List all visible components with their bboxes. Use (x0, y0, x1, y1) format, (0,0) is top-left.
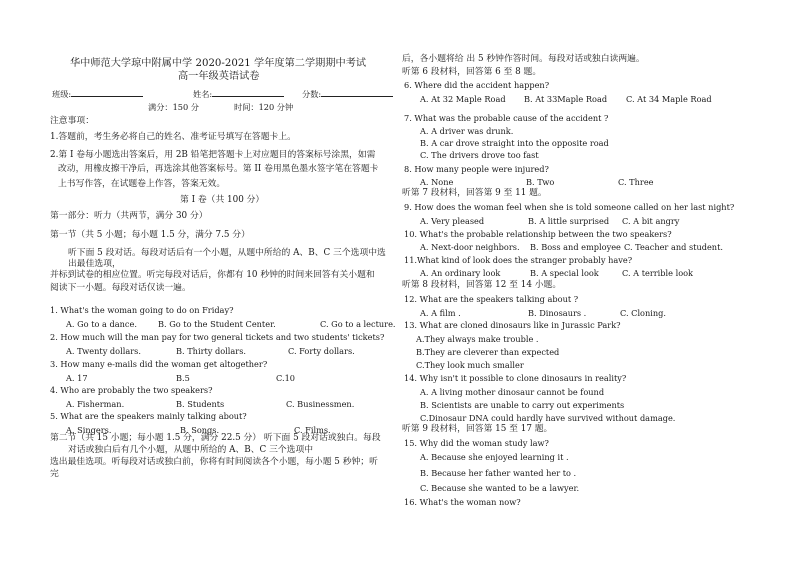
option-c[interactable]: C. Go to a lecture. (320, 319, 396, 329)
class-label: 班级: (52, 89, 72, 99)
option-b[interactable]: B.5 (176, 373, 190, 383)
option-a[interactable]: A. At 32 Maple Road (420, 94, 506, 104)
section-two-line2: 对话或独白后有几个小题，从题中所给的 A、B、C 三个选项中 (68, 445, 314, 455)
question-6: 6. Where did the accident happen? (404, 80, 550, 90)
option-c[interactable]: C. Three (618, 177, 654, 187)
question-7: 7. What was the probable cause of the accident ? (404, 113, 609, 123)
material-8-heading: 听第 8 段材料，回答第 12 至 14 小题。 (402, 280, 562, 290)
question-3: 3. How many e-mails did the woman get altogether? (50, 359, 268, 369)
option-b[interactable]: B. Students (176, 399, 225, 409)
option-b[interactable]: B. Two (526, 177, 555, 187)
section-two-line4: 完 (50, 469, 59, 479)
question-14: 14. Why isn't it possible to clone dinosaurs in reality? (404, 373, 627, 383)
option-a[interactable]: A. Twenty dollars. (66, 346, 141, 356)
material-7-heading: 听第 7 段材料，回答第 9 至 11 题。 (402, 188, 547, 198)
note-2-line2: 改动，用橡皮擦干净后，再选涂其他答案标号。第 II 卷用黑色墨水签字笔在答题卡 (58, 164, 379, 174)
question-4: 4. Who are probably the two speakers? (50, 385, 213, 395)
instruction-line4: 阅读下一小题。每段对话仅读一遍。 (50, 283, 191, 293)
question-10: 10. What's the probable relationship between the two speakers? (404, 229, 672, 239)
exam-time: 时间：120 分钟 (234, 102, 294, 112)
class-blank (71, 88, 143, 97)
section-one-heading: 第一节（共 5 小题；每小题 1.5 分，满分 7.5 分） (50, 230, 250, 240)
option-b[interactable]: B. Songs. (180, 425, 220, 435)
option-a[interactable]: A. Very pleased (420, 216, 485, 226)
option-a[interactable]: A. Because she enjoyed learning it . (420, 452, 569, 462)
instruction-line3: 并标到试卷的相应位置。听完每段对话后，你都有 10 秒钟的时间来回答有关小题和 (50, 270, 375, 280)
option-a[interactable]: A. 17 (66, 373, 88, 383)
option-a[interactable]: A. An ordinary look (420, 268, 501, 278)
question-2: 2. How much will the man pay for two general tickets and two students' tickets? (50, 332, 385, 342)
option-c[interactable]: C. A bit angry (622, 216, 680, 226)
option-c[interactable]: C. The drivers drove too fast (420, 150, 539, 160)
question-1: 1. What's the woman going to do on Friday? (50, 305, 234, 315)
question-9: 9. How does the woman feel when she is told someone called on her last night? (404, 202, 735, 212)
option-b[interactable]: B. Scientists are unable to carry out experiments (420, 400, 625, 410)
option-c[interactable]: C. Cloning. (620, 308, 666, 318)
question-13: 13. What are cloned dinosaurs like in Jurassic Park? (404, 320, 621, 330)
section-two-line1: 第二节（共 15 小题；每小题 1.5 分，满分 22.5 分） 听下面 5 段对话或独白。每段 (50, 433, 381, 443)
full-score: 满分：150 分 (148, 102, 199, 112)
question-12: 12. What are the speakers talking about ? (404, 294, 579, 304)
note-2-line1: 2.第 I 卷每小题选出答案后，用 2B 铅笔把答题卡上对应题目的答案标号涂黑，如需 (50, 150, 376, 160)
option-b[interactable]: B. At 33Maple Road (524, 94, 608, 104)
name-blank (212, 88, 284, 97)
option-b[interactable]: B. A car drove straight into the opposite road (420, 138, 609, 148)
option-c[interactable]: C. Businessmen. (286, 399, 355, 409)
option-c[interactable]: C. Films. (294, 425, 331, 435)
option-b[interactable]: B.They are cleverer than expected (416, 347, 560, 357)
option-c[interactable]: C.Dinosaur DNA could hardly have survived without damage. (420, 413, 676, 423)
option-a[interactable]: A. A driver was drunk. (420, 126, 514, 136)
option-c[interactable]: C. At 34 Maple Road (626, 94, 712, 104)
option-b[interactable]: B. Dinosaurs . (528, 308, 587, 318)
option-c[interactable]: C. Teacher and student. (624, 242, 723, 252)
option-a[interactable]: A. A living mother dinosaur cannot be found (420, 387, 605, 397)
score-blank (321, 88, 393, 97)
question-5: 5. What are the speakers mainly talking about? (50, 411, 247, 421)
instruction-line1: 听下面 5 段对话。每段对话后有一个小题，从题中所给的 A、B、C 三个选项中选 (68, 248, 386, 258)
exam-subtitle: 高一年级英语试卷 (178, 71, 260, 82)
note-2-line3: 上书写作答，在试题卷上作答，答案无效。 (58, 179, 226, 189)
score-label: 分数: (302, 89, 322, 99)
name-field[interactable] (193, 88, 284, 99)
question-8: 8. How many people were injured? (404, 164, 549, 174)
material-6-heading: 听第 6 段材料，回答第 6 至 8 题。 (402, 67, 542, 77)
option-c[interactable]: C.They look much smaller (416, 360, 524, 370)
option-a[interactable]: A. A film . (420, 308, 461, 318)
option-a[interactable]: A. Go to a dance. (66, 319, 137, 329)
class-field[interactable] (52, 88, 143, 99)
material-9-heading: 听第 9 段材料，回答第 15 至 17 题。 (402, 424, 553, 434)
option-a[interactable]: A. Singers. (66, 425, 112, 435)
option-b[interactable]: B. Boss and employee (530, 242, 621, 252)
option-c[interactable]: C. A terrible look (622, 268, 694, 278)
note-1: 1.答题前，考生务必将自己的姓名、准考证号填写在答题卡上。 (50, 132, 296, 142)
notes-heading: 注意事项： (50, 116, 94, 126)
option-b[interactable]: B. A little surprised (528, 216, 610, 226)
question-16: 16. What's the woman now? (404, 497, 521, 507)
option-a[interactable]: A.They always make trouble . (416, 334, 539, 344)
option-c[interactable]: C. Because she wanted to be a lawyer. (420, 483, 580, 493)
score-field[interactable] (302, 88, 393, 99)
option-c[interactable]: C.10 (276, 373, 295, 383)
section-two-line3: 选出最佳选项。听每段对话或独白前，你将有时间阅读各个小题，每小题 5 秒钟；听 (50, 457, 378, 467)
option-a[interactable]: A. Fisherman. (66, 399, 125, 409)
option-b[interactable]: B. A special look (530, 268, 599, 278)
instruction-line2: 出最佳选项， (68, 259, 121, 269)
option-a[interactable]: A. Next-door neighbors. (420, 242, 520, 252)
option-b[interactable]: B. Because her father wanted her to . (420, 468, 577, 478)
option-b[interactable]: B. Thirty dollars. (176, 346, 247, 356)
option-a[interactable]: A. None (420, 177, 454, 187)
section-two-continued: 后，各小题将给 出 5 秒钟作答时间。每段对话或独白读两遍。 (402, 54, 645, 64)
exam-title: 华中师范大学琼中附属中学 2020-2021 学年度第二学期期中考试 (70, 58, 367, 69)
volume-one-heading: 第 I 卷（共 100 分） (180, 195, 265, 205)
question-15: 15. Why did the woman study law? (404, 438, 549, 448)
listening-section-heading: 第一部分：听力（共两节，满分 30 分） (50, 211, 208, 221)
name-label: 姓名: (193, 89, 213, 99)
option-b[interactable]: B. Go to the Student Center. (158, 319, 276, 329)
question-11: 11.What kind of look does the stranger probably have? (404, 255, 633, 265)
option-c[interactable]: C. Forty dollars. (288, 346, 355, 356)
